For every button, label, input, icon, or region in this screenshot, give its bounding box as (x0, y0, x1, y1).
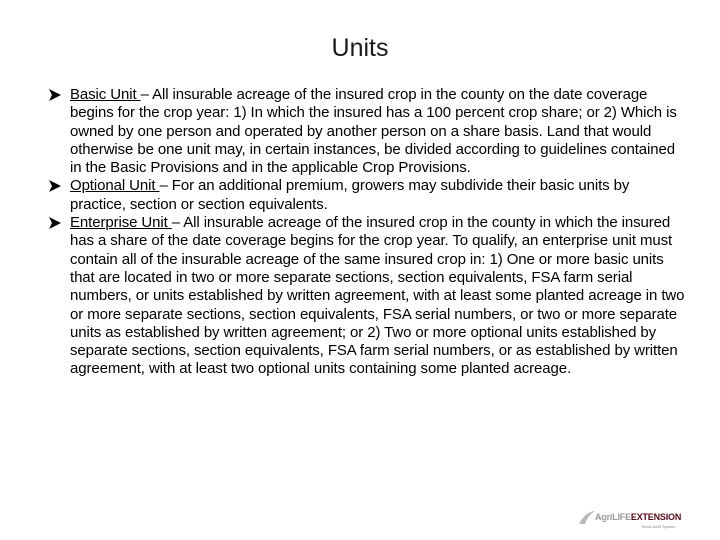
enterprise-unit-term: Enterprise Unit (70, 214, 172, 232)
optional-unit-term: Optional Unit (70, 177, 160, 195)
bullet-item-basic-unit (48, 86, 688, 177)
logo-swoosh-icon (577, 508, 597, 528)
slide-title: Units (331, 34, 389, 62)
arrowhead-bullet-icon (48, 216, 62, 230)
enterprise-unit-definition: – All insurable acreage of the insured crop in the county in which the insured has a share of the date coverage begins for the crop year. To qualify, an enterprise unit must contain all of the insurable acreage of the same insured crop in: 1) One or more basic units that are located in two or more separate sections, section equivalents, FSA farm serial numbers, or units established by written agreement, with at least some planted acreage in two or more separate sections, section equivalents, FSA serial numbers, or two or more separate units as established by written agreement; or 2) Two or more optional units established by separate sections, section equivalents, FSA farm serial numbers, or as established by written agreement, with at least two optional units containing some planted acreage. (70, 214, 685, 378)
basic-unit-definition: – All insurable acreage of the insured crop in the county on the date coverage begins for the crop year: 1) In which the insured has a 100 percent crop share; or 2) Which is owned by one person and operated by another person on a share basis. Land that would otherwise be one unit may, in certain instances, be divided according to guidelines contained in the Basic Provisions and in the applicable Crop Provisions. (70, 86, 677, 177)
optional-unit-definition: – For an additional premium, growers may subdivide their basic units by practice, section or section equivalents. (70, 177, 630, 213)
logo-prefix: AgriLIFE (595, 512, 631, 522)
bullet-list (48, 86, 688, 379)
arrowhead-bullet-icon (48, 179, 62, 193)
logo-suffix: EXTENSION (630, 512, 682, 522)
bullet-item-enterprise-unit (48, 214, 688, 379)
basic-unit-term: Basic Unit (70, 86, 141, 103)
arrowhead-bullet-icon (48, 88, 62, 102)
logo-wordmark (595, 512, 681, 522)
logo-subtext: Texas A&M System (641, 524, 676, 529)
bullet-item-optional-unit (48, 177, 688, 214)
agrilife-extension-logo (575, 506, 682, 532)
